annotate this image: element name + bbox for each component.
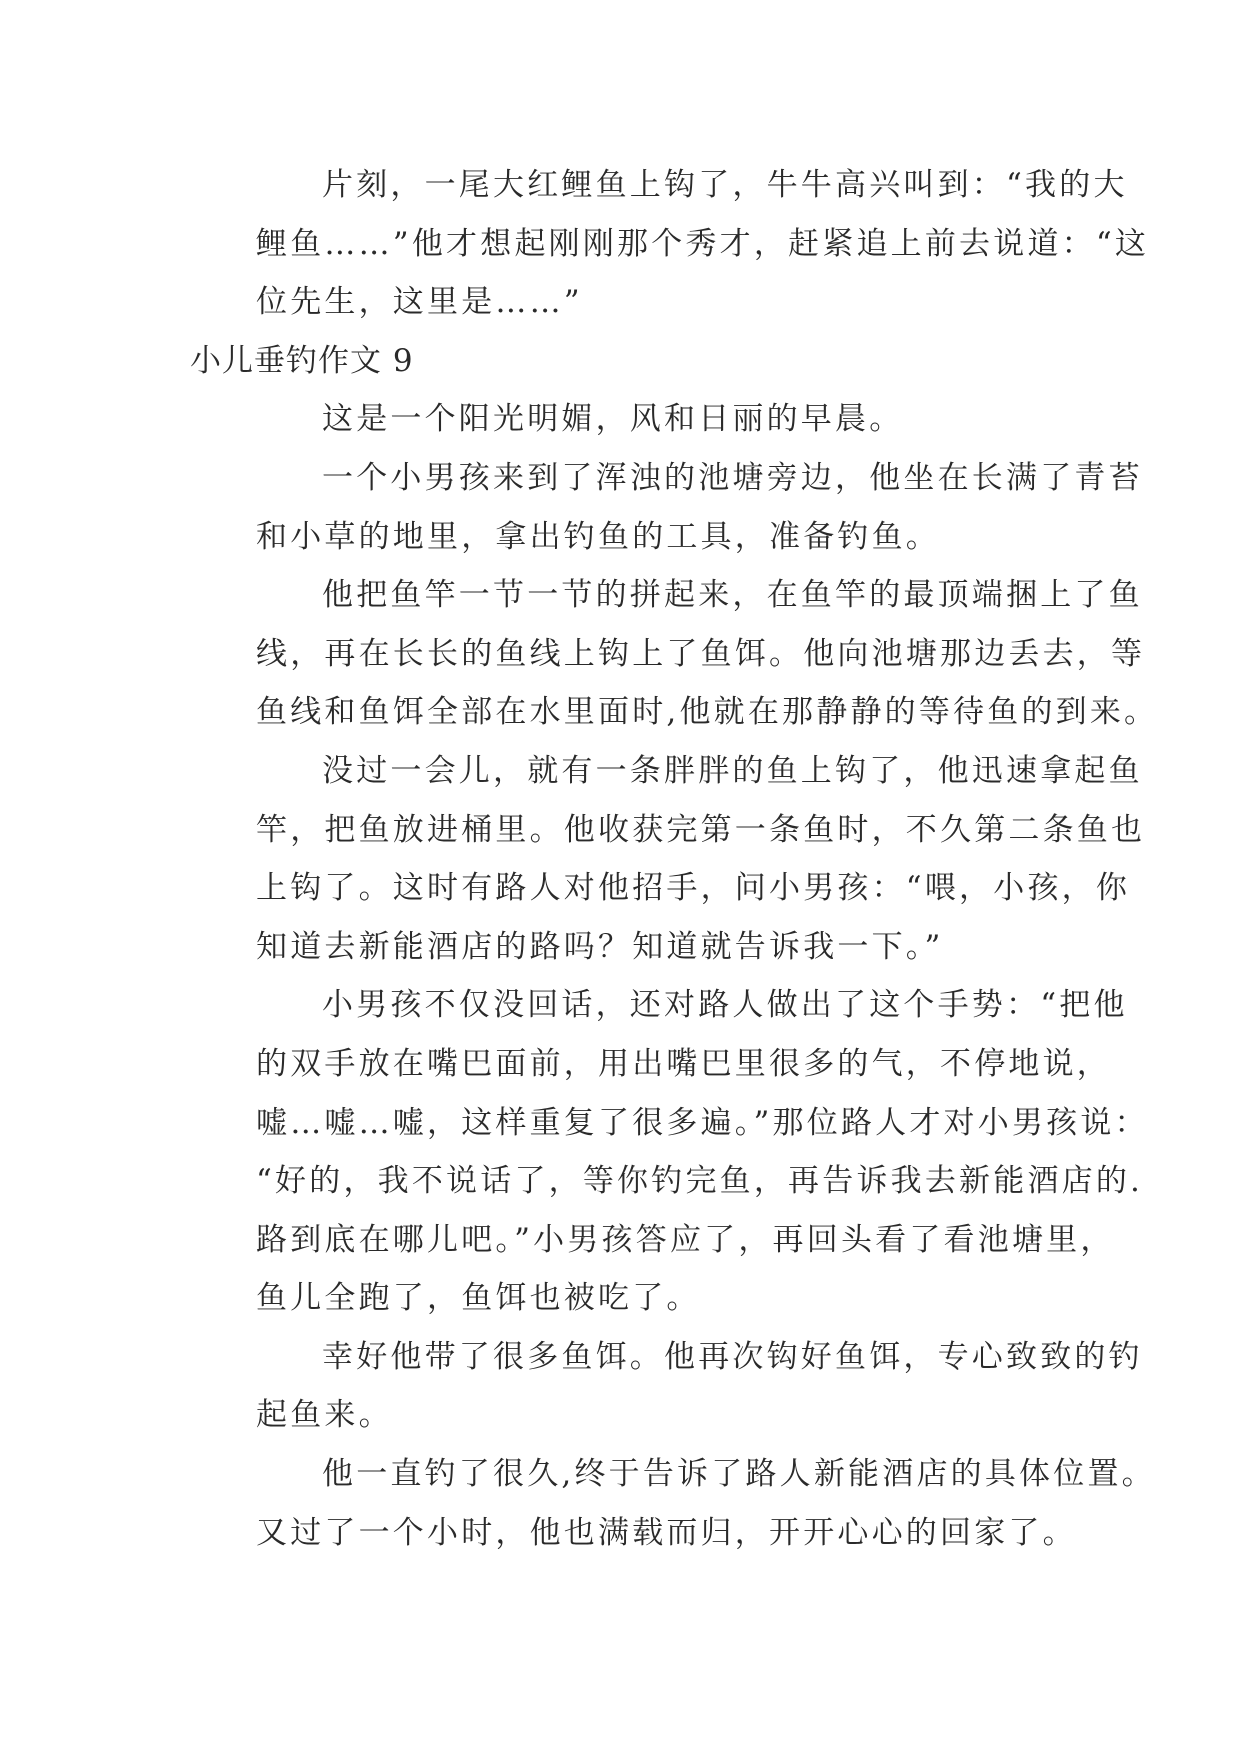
text-line: 片刻，一尾大红鲤鱼上钩了，牛牛高兴叫到：“我的大 [322, 167, 1128, 203]
text-line: 小男孩不仅没回话，还对路人做出了这个手势：“把他 [322, 987, 1128, 1024]
text-line: 小儿垂钓作文 9 [190, 342, 414, 379]
text-line: 没过一会儿，就有一条胖胖的鱼上钩了，他迅速拿起鱼 [322, 752, 1143, 789]
paragraph [190, 449, 1143, 566]
text-line: 又过了一个小时，他也满载而归，开开心心的回家了。 [256, 1514, 1077, 1551]
paragraph [190, 1328, 1143, 1445]
text-line: 鱼线和鱼饵全部在水里面时,他就在那静静的等待鱼的到来。 [256, 694, 1159, 731]
text-line: 和小草的地里，拿出钓鱼的工具，准备钓鱼。 [256, 518, 940, 555]
paragraph [190, 390, 1090, 449]
text-line: 他一直钓了很久,终于告诉了路人新能酒店的具体位置。 [322, 1456, 1156, 1493]
text-line: 起鱼来。 [256, 1397, 393, 1434]
text-line: 的双手放在嘴巴面前，用出嘴巴里很多的气，不停地说， [256, 1045, 1111, 1082]
document-page [190, 156, 1159, 1562]
text-line: 鱼儿全跑了，鱼饵也被吃了。 [256, 1280, 701, 1317]
text-line: 竿，把鱼放进桶里。他收获完第一条鱼时，不久第二条鱼也 [256, 811, 1146, 848]
paragraph [190, 1445, 1156, 1562]
paragraph [190, 156, 1150, 332]
text-line: 路到底在哪儿吧。”小男孩答应了，再回头看了看池塘里， [256, 1221, 1115, 1258]
text-line: 上钩了。这时有路人对他招手，问小男孩：“喂，小孩，你 [256, 870, 1131, 907]
document-body [190, 156, 1159, 1562]
text-line: 这是一个阳光明媚，风和日丽的早晨。 [322, 401, 904, 438]
text-line: 线，再在长长的鱼线上钩上了鱼饵。他向池塘那边丢去，等 [256, 635, 1146, 672]
paragraph [190, 566, 1159, 742]
text-line: 知道去新能酒店的路吗？知道就告诉我一下。” [256, 928, 944, 965]
text-line: 位先生，这里是……” [256, 284, 583, 321]
text-line: 一个小男孩来到了浑浊的池塘旁边，他坐在长满了青苔 [322, 459, 1143, 496]
text-line: 幸好他带了很多鱼饵。他再次钩好鱼饵，专心致致的钓 [322, 1338, 1143, 1375]
text-line: 鲤鱼……”他才想起刚刚那个秀才，赶紧追上前去说道：“这 [256, 225, 1150, 262]
text-line: 嘘…嘘…嘘，这样重复了很多遍。”那位路人才对小男孩说： [256, 1104, 1149, 1141]
text-line: 他把鱼竿一节一节的拼起来，在鱼竿的最顶端捆上了鱼 [322, 577, 1143, 614]
paragraph [190, 976, 1149, 1328]
section-heading [190, 332, 1090, 391]
paragraph [190, 742, 1146, 976]
text-line: “好的，我不说话了，等你钓完鱼，再告诉我去新能酒店的. [256, 1163, 1144, 1200]
